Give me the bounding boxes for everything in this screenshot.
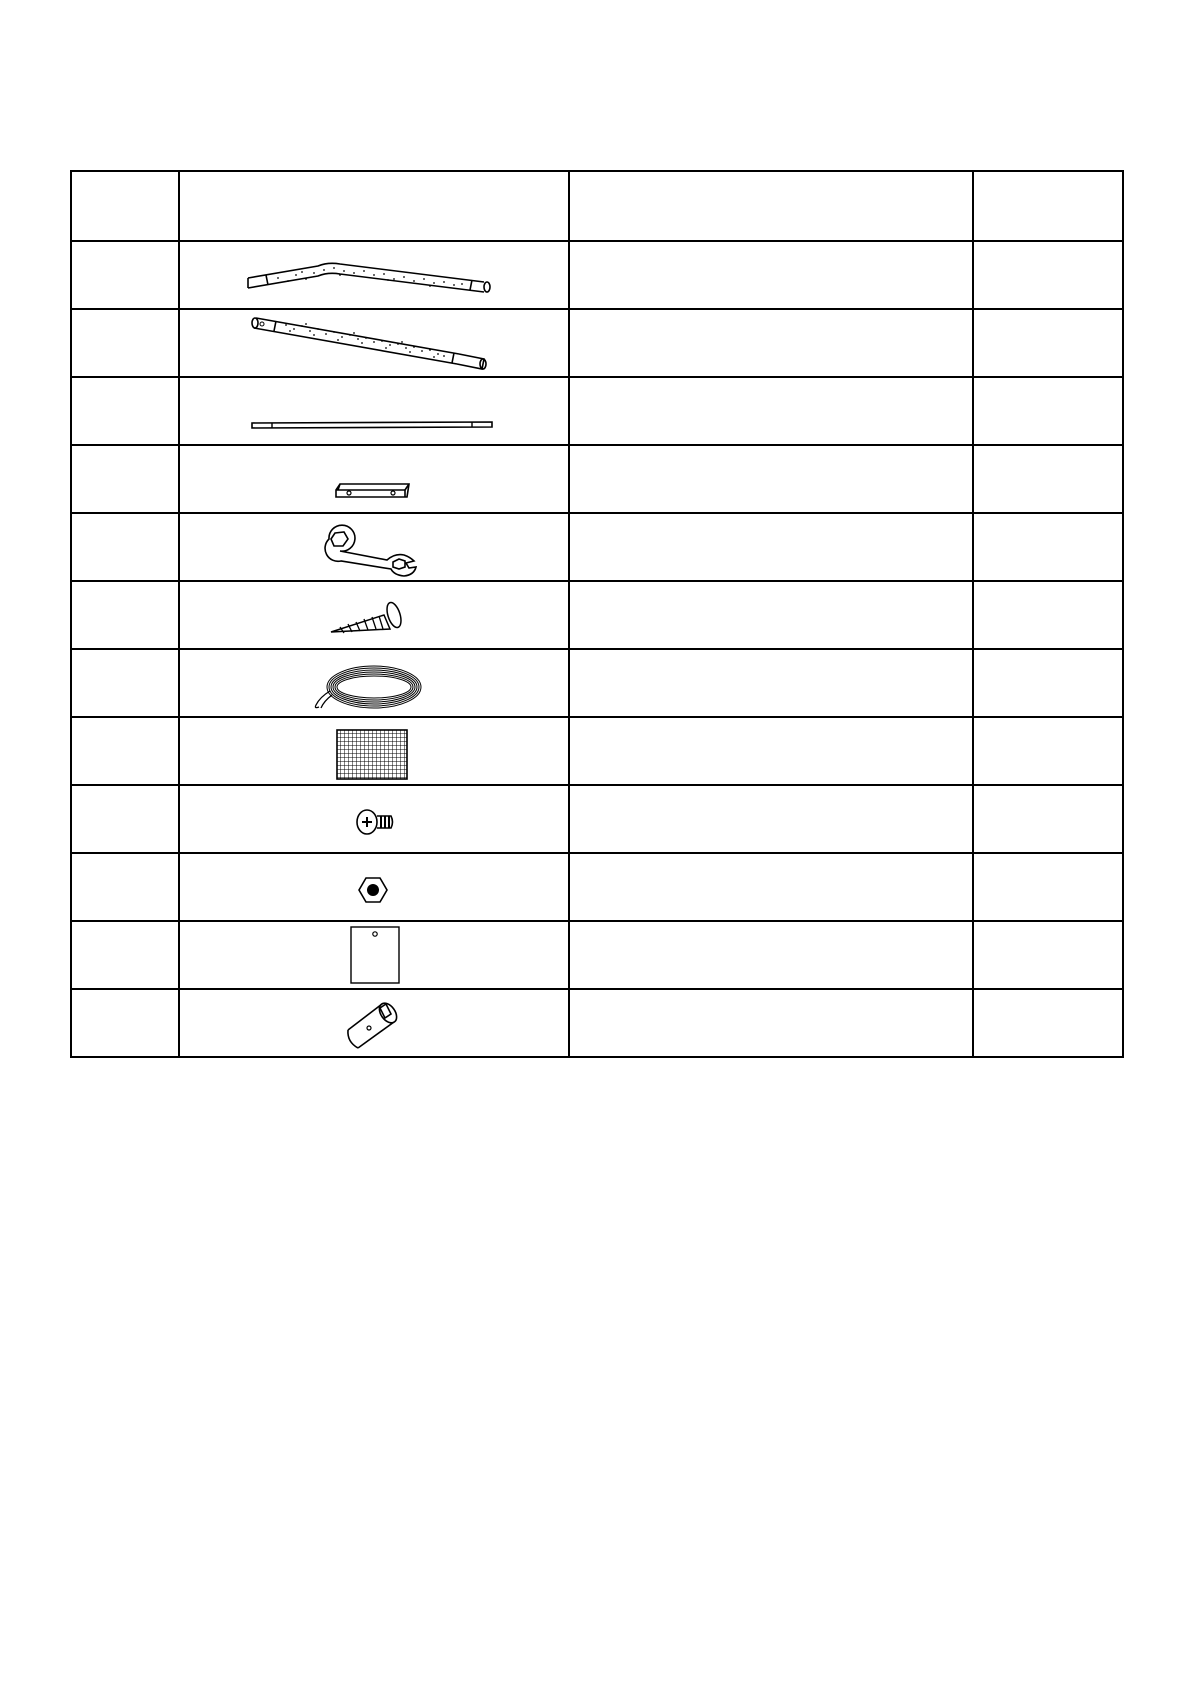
- part-description: [569, 513, 973, 581]
- part-number: [71, 309, 179, 377]
- part-image-cell: [179, 853, 569, 921]
- part-image-cell: [179, 377, 569, 445]
- part-description: [569, 445, 973, 513]
- table-row: [71, 581, 1123, 649]
- part-number: [71, 785, 179, 853]
- part-quantity: [973, 785, 1123, 853]
- part-description: [569, 785, 973, 853]
- table-row: [71, 717, 1123, 785]
- part-image-cell: [179, 717, 569, 785]
- part-description: [569, 309, 973, 377]
- table-row: [71, 853, 1123, 921]
- flat-bar-icon: [244, 386, 504, 436]
- part-description: [569, 853, 973, 921]
- part-quantity: [973, 377, 1123, 445]
- part-image-cell: [179, 785, 569, 853]
- table-row: [71, 649, 1123, 717]
- table-row: [71, 921, 1123, 989]
- padded-tube-icon: [244, 312, 504, 374]
- part-description: [569, 717, 973, 785]
- table-row: [71, 445, 1123, 513]
- connector-plate-icon: [244, 454, 504, 504]
- part-description: [569, 581, 973, 649]
- table-header-row: [71, 171, 1123, 241]
- part-image-cell: [179, 241, 569, 309]
- header-quantity: [973, 171, 1123, 241]
- bolt-icon: [244, 789, 504, 849]
- table-row: [71, 989, 1123, 1057]
- table-row: [71, 377, 1123, 445]
- part-image-cell: [179, 445, 569, 513]
- part-number: [71, 717, 179, 785]
- tag-card-icon: [244, 924, 504, 986]
- part-quantity: [973, 309, 1123, 377]
- part-image-cell: [179, 921, 569, 989]
- part-quantity: [973, 513, 1123, 581]
- part-quantity: [973, 853, 1123, 921]
- table-row: [71, 241, 1123, 309]
- part-number: [71, 377, 179, 445]
- part-image-cell: [179, 649, 569, 717]
- table-row: [71, 309, 1123, 377]
- part-number: [71, 513, 179, 581]
- part-description: [569, 649, 973, 717]
- bent-padded-tube-icon: [244, 250, 504, 300]
- table-row: [71, 785, 1123, 853]
- header-image: [179, 171, 569, 241]
- part-description: [569, 989, 973, 1057]
- part-quantity: [973, 445, 1123, 513]
- part-number: [71, 445, 179, 513]
- part-image-cell: [179, 309, 569, 377]
- header-no: [71, 171, 179, 241]
- part-quantity: [973, 717, 1123, 785]
- part-image-cell: [179, 581, 569, 649]
- table-row: [71, 513, 1123, 581]
- part-image-cell: [179, 513, 569, 581]
- hex-nut-icon: [244, 857, 504, 917]
- part-number: [71, 853, 179, 921]
- part-description: [569, 241, 973, 309]
- part-number: [71, 989, 179, 1057]
- part-image-cell: [179, 989, 569, 1057]
- part-quantity: [973, 921, 1123, 989]
- part-number: [71, 241, 179, 309]
- part-description: [569, 377, 973, 445]
- header-description: [569, 171, 973, 241]
- part-description: [569, 921, 973, 989]
- part-number: [71, 921, 179, 989]
- part-quantity: [973, 241, 1123, 309]
- net-icon: [244, 721, 504, 781]
- part-quantity: [973, 649, 1123, 717]
- wrench-icon: [244, 517, 504, 577]
- part-quantity: [973, 581, 1123, 649]
- part-number: [71, 581, 179, 649]
- screw-icon: [244, 585, 504, 645]
- part-number: [71, 649, 179, 717]
- parts-list-table: [70, 170, 1124, 1058]
- part-quantity: [973, 989, 1123, 1057]
- tube-connector-icon: [244, 992, 504, 1054]
- rope-coil-icon: [244, 653, 504, 713]
